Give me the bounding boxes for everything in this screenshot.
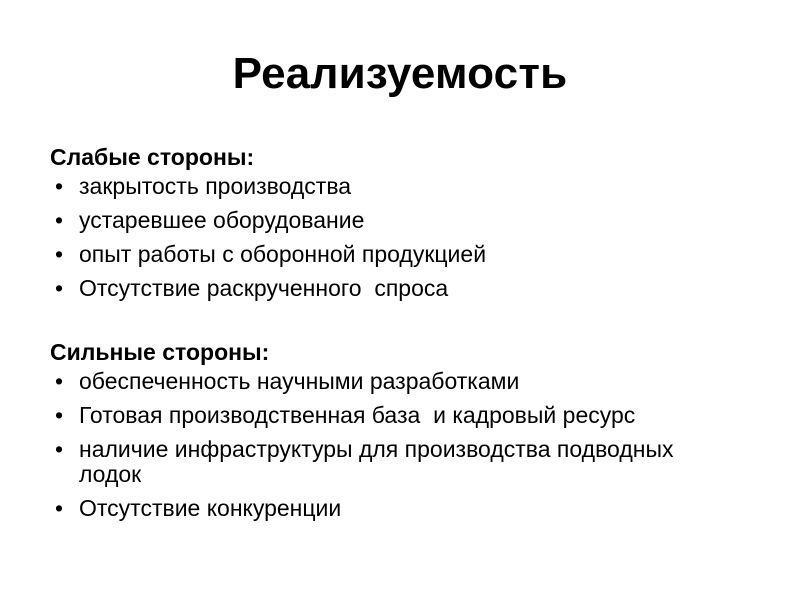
list-item — [50, 369, 770, 394]
bullet-icon: • — [55, 275, 64, 301]
list-item-text: обеспеченность научными разработками — [79, 368, 520, 394]
list-item-text: закрытость производства — [79, 173, 352, 199]
slide-title: Реализуемость — [232, 49, 568, 98]
list-item-text: Готовая производственная база и кадровый ресурс — [79, 402, 636, 428]
strengths-section — [50, 335, 770, 530]
bullet-icon: • — [55, 173, 64, 199]
weaknesses-heading: Слабые стороны: — [50, 144, 255, 170]
strengths-list — [50, 369, 770, 521]
list-item-text: наличие инфраструктуры для производства подводных лодок — [79, 436, 674, 487]
weaknesses-list — [50, 174, 770, 301]
list-item — [50, 242, 770, 267]
list-item-text: Отсутствие конкуренции — [79, 495, 342, 521]
list-item-text: устаревшее оборудование — [79, 207, 365, 233]
list-item-text: опыт работы с оборонной продукцией — [79, 241, 487, 267]
list-item — [50, 174, 770, 199]
strengths-heading: Сильные стороны: — [50, 339, 270, 365]
list-item — [50, 496, 770, 521]
list-item — [50, 208, 770, 233]
bullet-icon: • — [55, 241, 64, 267]
bullet-icon: • — [55, 402, 64, 428]
bullet-icon: • — [55, 368, 64, 394]
list-item — [50, 403, 770, 428]
weaknesses-section — [50, 140, 770, 310]
list-item — [50, 437, 679, 487]
bullet-icon: • — [55, 495, 64, 521]
list-item — [50, 276, 770, 301]
list-item-text: Отсутствие раскрученного спроса — [79, 275, 449, 301]
bullet-icon: • — [55, 207, 64, 233]
bullet-icon: • — [55, 436, 64, 462]
